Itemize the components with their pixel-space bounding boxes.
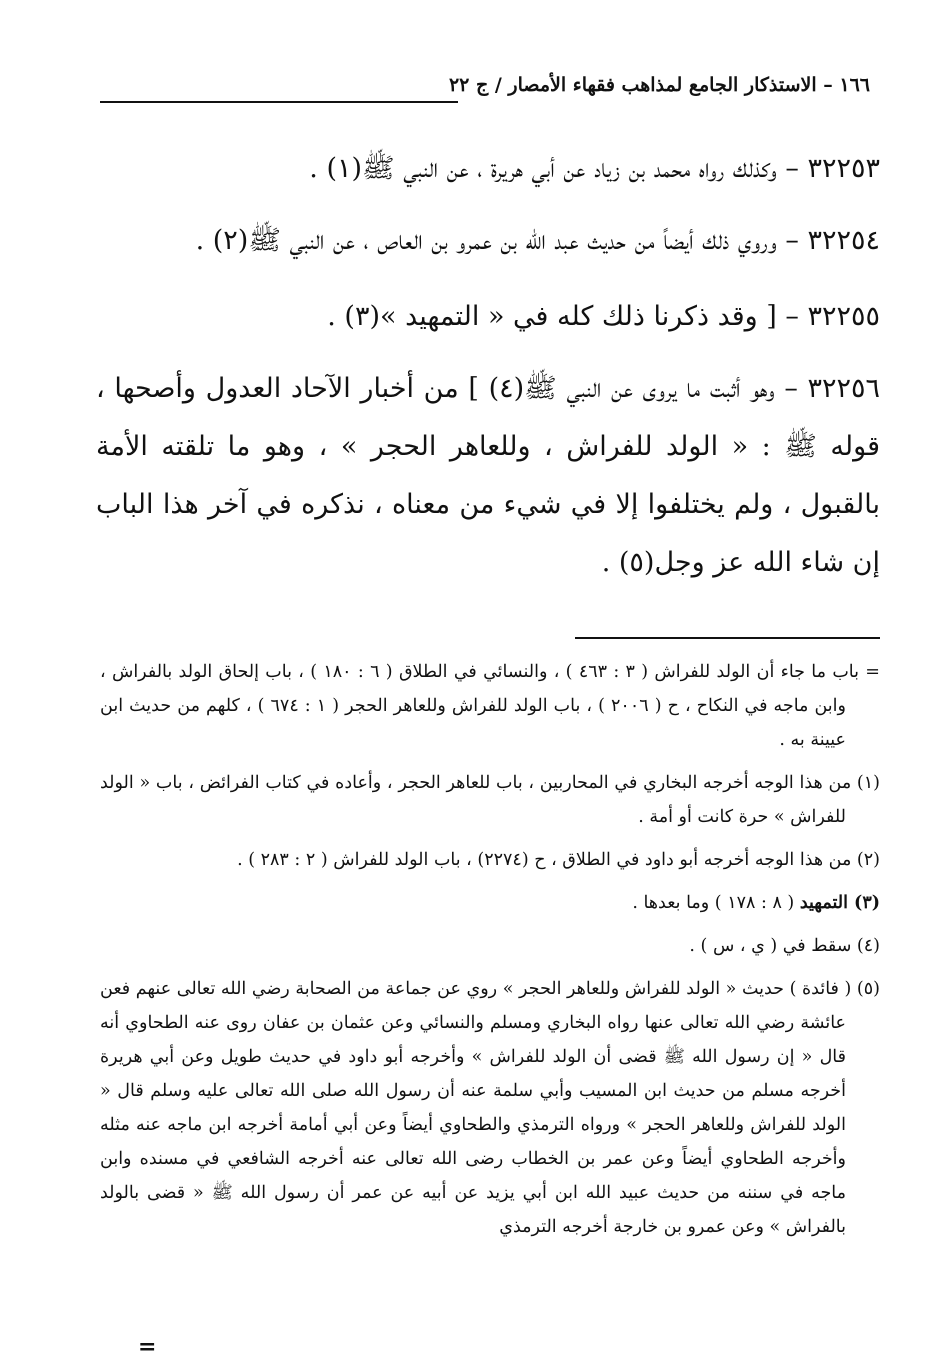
running-header: ١٦٦ – الاستذكار الجامع لمذاهب فقهاء الأمصار / ج ٢٢ (448, 74, 870, 96)
footnote-continuation: = باب ما جاء أن الولد للفراش ( ٣ : ٤٦٣ ) ، والنسائي في الطلاق ( ٦ : ١٨٠ ) ، باب إلحاق الولد بالفراش ، وابن ماجه في النكاح ، ح ( ٢٠٠٦ ) ، باب الولد للفراش وللعاهر الحجر ( ١ : ٦٧٤ ) ، كلهم من حديث ابن عيينة به . (100, 662, 880, 750)
footnote-5: (٥) ( فائدة ) حديث « الولد للفراش وللعاهر الحجر » روي عن جماعة من الصحابة رضي الله تعالى عنهم فعن عائشة رضي الله تعالى عنها رواه البخاري ومسلم والنسائي وعن عثمان بن عفان روى عنه الطحاوي أنه قال « إن رسول الله ﷺ قضى أن الولد للفراش » وأخرجه أبو داود في حديث طويل وعن أبي هريرة أخرجه مسلم من حديث ابن المسيب وأبي سلمة عنه أن رسول الله صلى الله تعالى عليه وسلم قال « الولد للفراش وللعاهر الحجر » ورواه الترمذي والطحاوي أيضاً وعن أبي أمامة أخرجه ابن ماجه عنه مثله وأخرجه الطحاوي أيضاً وعن عمر بن الخطاب رضى الله تعالى عنه أخرجه الشافعي في مسنده وابن ماجه في سننه من حديث عبيد الله ابن أبي يزيد عن أبيه عن عمر أن رسول الله ﷺ « قضى بالولد بالفراش » وعن عمرو بن خارجة أخرجه الترمذي (100, 979, 880, 1237)
continued-mark: = (138, 1334, 157, 1360)
footnote-4: (٤) سقط في ( ي ، س ) . (689, 936, 880, 956)
footnote-1: (١) من هذا الوجه أخرجه البخاري في المحاربين ، باب للعاهر الحجر ، وأعاده في كتاب الفرائض ، باب « الولد للفراش » حرة كانت أو أمة . (100, 773, 880, 827)
paragraph-32256: ٣٢٢٥٦ – وهو أثبت ما يروى عن النبي ﷺ(٤) ] من أخبار الآحاد العدول وأصحها ، قوله ﷺ : « الولد للفراش ، وللعاهر الحجر » ، وهو ما تلقته الأمة بالقبول ، ولم يختلفوا إلا في شيء من معناه ، نذكره في آخر هذا الباب إن شاء الله عز وجل(٥) . (96, 373, 881, 578)
footnotes (100, 655, 880, 1253)
header-divider (100, 101, 458, 103)
main-text (96, 140, 880, 606)
footnote-2: (٢) من هذا الوجه أخرجه أبو داود في الطلاق ، ح (٢٢٧٤) ، باب الولد للفراش ( ٢ : ٢٨٣ ) . (237, 850, 880, 870)
footnote-divider (575, 637, 880, 639)
footnote-3 (100, 886, 880, 920)
paragraph-32254: ٣٢٢٥٤ – وروي ذلك أيضاً من حديث عبد الله بن عمرو بن العاص ، عن النبي ﷺ(٢) . (195, 225, 880, 256)
paragraph-32253: ٣٢٢٥٣ – وكذلك رواه محمد بن زياد عن أبي هريرة ، عن النبي ﷺ(١) . (309, 153, 880, 184)
footnote-3-label: (٣) التمهيد (799, 893, 880, 913)
footnote-3-text: ( ٨ : ١٧٨ ) وما بعدها . (632, 893, 795, 913)
paragraph-32255: ٣٢٢٥٥ – [ وقد ذكرنا ذلك كله في « التمهيد »(٣) . (327, 301, 880, 332)
